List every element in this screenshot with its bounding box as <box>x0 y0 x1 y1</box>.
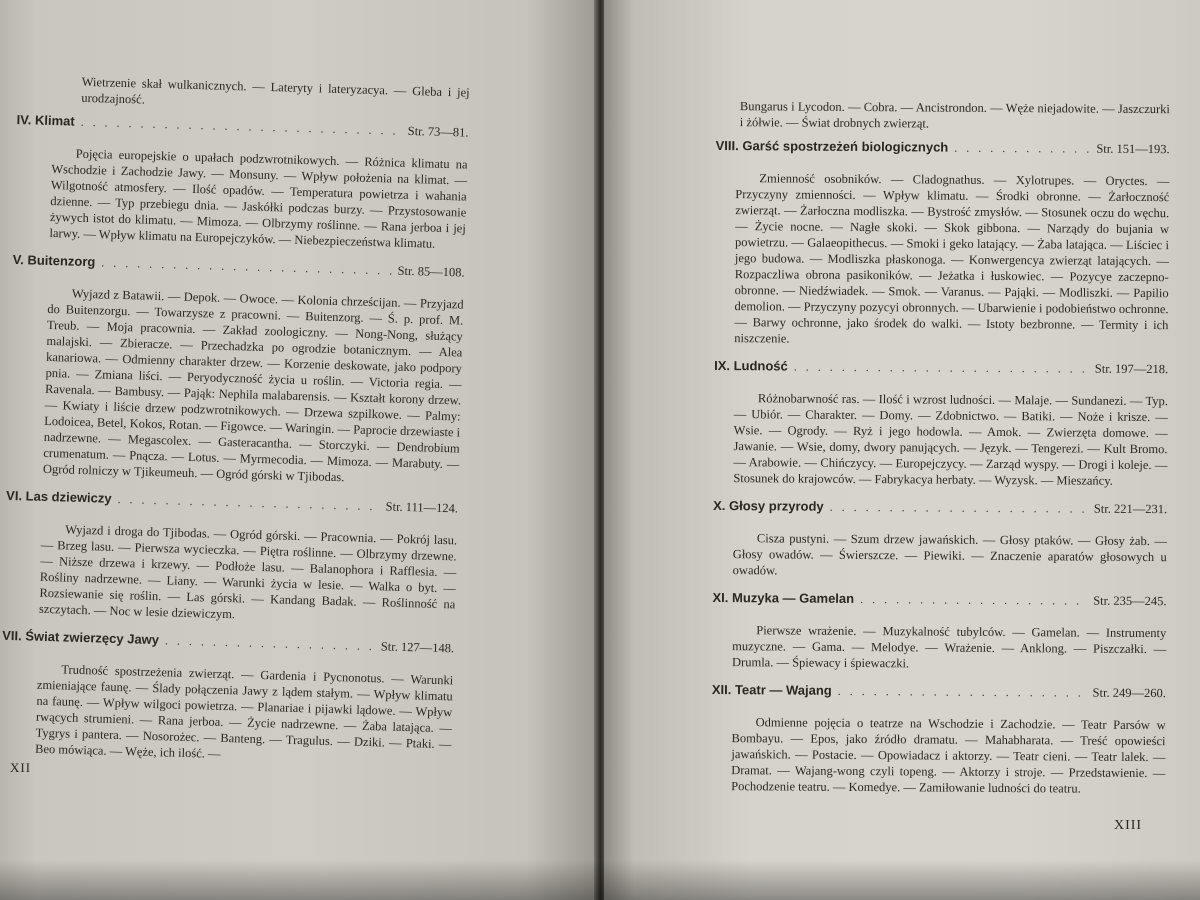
chapter-heading <box>2 628 454 660</box>
chapter-page-range: Str. 221—231. <box>1093 501 1168 517</box>
leader-dots <box>80 115 401 139</box>
chapter-summary: Pierwsze wrażenie. — Muzykalność tubylców. — Gamelan. — Instrumenty muzyczne. — Gama. — Melodye. — Wrażenie. — Anklong. — Piszczałki. — Drumla. — Śpiewacy i śpiewaczki. <box>732 622 1167 670</box>
chapter-vi <box>3 488 458 628</box>
chapter-title: X. Głosy przyrody <box>713 497 824 514</box>
chapter-heading <box>16 112 468 144</box>
chapter-page-range: Str. 127—148. <box>380 639 455 656</box>
chapter-title: IV. Klimat <box>16 111 75 129</box>
chapter-page-range: Str. 151—193. <box>1096 141 1170 157</box>
chapter-heading <box>716 138 1170 160</box>
chapter-ix <box>713 358 1168 489</box>
chapter-heading <box>713 498 1167 520</box>
chapter-title: VIII. Garść spostrzeżeń biologicznych <box>715 137 949 155</box>
continued-text: Bungarus i Lycodon. — Cobra. — Ancistrondon. — Węże niejadowite. — Jaszczurki i żółwie. — Świat drobnych zwierząt. <box>739 99 1170 131</box>
leader-dots <box>860 592 1087 609</box>
chapter-page-range: Str. 73—81. <box>407 123 469 140</box>
chapter-page-range: Str. 249—260. <box>1092 685 1166 701</box>
chapter-summary: Zmienność osobników. — Cladognathus. — Xylotrupes. — Oryctes. — Przyczyny zmienności. — Wpływ klimatu. — Środki obronne. — Żarłoczność zwierząt. — Żarłoczna modliszka. — Bystrość zmysłów. — Stosunek oczu do węchu. — Życie nocne. — Nagłe skoki. — Skok gibbona. — Narządy do bujania w powietrzu. — Galaeopithecus. — Smoki i geko latający. — Żaba latająca. — Liściec i jego budowa. — Modliszka płaskonoga. — Konwergencya zwierząt latających. — Rozpaczliwa obrona pasikoników. — Jeżatka i łuskowiec. — Pozycye zaczepno-obronne. — Niedźwiadek. — Smok. — Varanus. — Pająki. — Modliszki. — Papilio demolion. — Przyczyny pozycyi obronnych. — Ubarwienie i podobieństwo ochronne. — Barwy ochronne, jako środek do walki. — Istoty bezbronne. — Termity i ich niszczenie. <box>734 170 1170 346</box>
chapter-x <box>713 498 1168 581</box>
leader-dots <box>794 360 1089 377</box>
chapter-summary: Różnobarwność ras. — Ilość i wzrost ludności. — Malaje. — Sundanezi. — Typ. — Ubiór. — Charakter. — Domy. — Zdobnictwo. — Batiki. — Noże i krisze. — Wsie. — Ogrody. — Ryż i jego hodowla. — Amok. — Zwierzęta domowe. — Jawanie. — Wsie, domy, dwory panujących. — Język. — Tengerezi. — Kult Bromo. — Arabowie. — Chińczycy. — Europejczycy. — Zarząd wyspy. — Drogi i koleje. — Stosunek do krajowców. — Fabrykacya herbaty. — Wyzysk. — Mieszańcy. <box>733 390 1168 488</box>
chapter-heading <box>712 590 1166 612</box>
chapter-title: VI. Las dziewiczy <box>5 487 112 506</box>
chapter-summary: Cisza pustyni. — Szum drzew jawańskich. — Głosy ptaków. — Głosy żab. — Głosy owadów. — Świerszcze. — Piewiki. — Znaczenie aparatów głosowych u owadów. <box>732 530 1167 577</box>
page-number-right: XIII <box>1114 818 1143 833</box>
chapter-title: V. Buitenzorg <box>12 251 96 270</box>
left-page <box>0 0 598 900</box>
chapter-heading <box>12 252 464 284</box>
chapter-title: XII. Teatr — Wajang <box>711 681 832 698</box>
chapter-heading <box>712 682 1166 704</box>
chapter-page-range: Str. 197—218. <box>1094 361 1169 377</box>
leader-dots <box>165 633 375 654</box>
chapter-xi <box>712 590 1167 673</box>
continued-text: Wietrzenie skał wulkanicznych. — Lateryty i lateryzacya. — Gleba i jej urodzajność. <box>81 74 470 107</box>
chapter-viii <box>714 138 1169 349</box>
right-page <box>604 0 1200 900</box>
chapter-title: XI. Muzyka — Gamelan <box>712 589 855 606</box>
chapter-page-range: Str. 111—124. <box>385 499 459 516</box>
chapter-xii <box>711 682 1166 797</box>
leader-dots <box>101 255 392 278</box>
chapter-summary: Wyjazd i droga do Tjibodas. — Ogród górski. — Pracownia. — Pokrój lasu. — Brzeg lasu. — Pierwsza wycieczka. — Piętra roślinne. — Olbrzymy drzewne. — Niższe drzewa i krzewy. — Podłoże lasu. — Balanophora i Rafflesia. — Rośliny nadrzewne. — Liany. — Warunki życia w lesie. — Walka o byt. — Rozsiewanie się roślin. — Las górski. — Kandang Badak. — Roślinność na szczytach. — Noc w lesie dziewiczym. <box>38 522 458 621</box>
chapter-summary: Pojęcia europejskie o upałach podzwrotnikowych. — Różnica klimatu na Wschodzie i Zachodzie Jawy. — Monsuny. — Wpływ położenia na klimat. — Wilgotność atmosfery. — Ilość opadów. — Temperatura powietrza i wahania dzienne. — Typ przebiegu dnia. — Jaskółki podczas burzy. — Przystosowanie żywych istot do klimatu. — Mimoza. — Olbrzymy roślinne. — Rana jerboa i jej larwy. — Wpływ klimatu na Europejczyków. — Niebezpieczeństwa klimatu. <box>49 146 468 251</box>
chapter-title: IX. Ludność <box>714 357 788 374</box>
leader-dots <box>838 684 1087 701</box>
chapter-heading <box>714 358 1168 380</box>
chapter-v <box>7 252 465 488</box>
chapter-vii <box>0 628 454 768</box>
chapter-summary: Wyjazd z Batawii. — Depok. — Owoce. — Kolonia chrześcijan. — Przyjazd do Buitenzorgu. — Towarzysze z pracowni. — Buitenzorg. — Ś. p. prof. M. Treub. — Moja pracownia. — Zakład zoologiczny. — Nong-Nong, służący malajski. — Zbieracze. — Przechadzka po ogrodzie botanicznym. — Alea kanariowa. — Odmienny charakter drzew. — Korzenie deskowate, jako podpory pnia. — Zmiana liści. — Peryodyczność życia u roślin. — Victoria regia. — Ravenala. — Bambusy. — Pająk: Nephila malabarensis. — Kształt korony drzew. — Kwiaty i liście drzew podzwrotnikowych. — Drzewa szpilkowe. — Palmy: Lodoicea, Betel, Kokos, Rotan. — Figowce. — Waringin. — Paprocie drzewiaste i nadrzewne. — Megascolex. — Gasteracantha. — Storczyki. — Dendrobium crumenatum. — Pnącza. — Lotus. — Myrmecodia. — Mimoza. — Marabuty. — Ogród rolniczy w Tjikeumeuh. — Ogród górski w Tjibodas. <box>42 286 464 484</box>
right-page-content <box>711 98 1170 809</box>
chapter-page-range: Str. 85—108. <box>397 263 465 280</box>
chapter-summary: Odmienne pojęcia o teatrze na Wschodzie i Zachodzie. — Teatr Parsów w Bombayu. — Epos, jako źródło dramatu. — Mahabharata. — Treść opowieści jawańskich. — Postacie. — Opowiadacz i aktorzy. — Teatr cieni. — Teatr lalek. — Dramat. — Wajang-wong czyli topeng. — Aktorzy i stroje. — Przedstawienie. — Pochodzenie teatru. — Komedye. — Zamiłowanie ludności do teatru. <box>731 714 1166 796</box>
chapter-page-range: Str. 235—245. <box>1093 593 1167 609</box>
leader-dots <box>117 492 379 514</box>
leader-dots <box>830 500 1088 517</box>
chapter-iv <box>13 112 468 252</box>
chapter-heading <box>6 488 458 520</box>
left-page-content <box>0 72 470 780</box>
chapter-title: VII. Świat zwierzęcy Jawy <box>2 627 160 648</box>
leader-dots <box>954 141 1090 157</box>
page-number-left: XII <box>10 760 32 775</box>
chapter-summary: Trudność spostrzeżenia zwierząt. — Gardenia i Pycnonotus. — Warunki zmieniające faunę. — Ślady połączenia Jawy z lądem stałym. — Wpływ klimatu na faunę. — Wpływ wilgoci powietrza. — Planariae i pijawki lądowe. — Wpływ rwących strumieni. — Rana jerboa. — Życie nadrzewne. — Żaba latająca. — Tygrys i pantera. — Nosorożec. — Banteng. — Tragulus. — Dziki. — Ptaki. — Beo mówiąca. — Węże, ich ilość. — <box>34 661 454 761</box>
